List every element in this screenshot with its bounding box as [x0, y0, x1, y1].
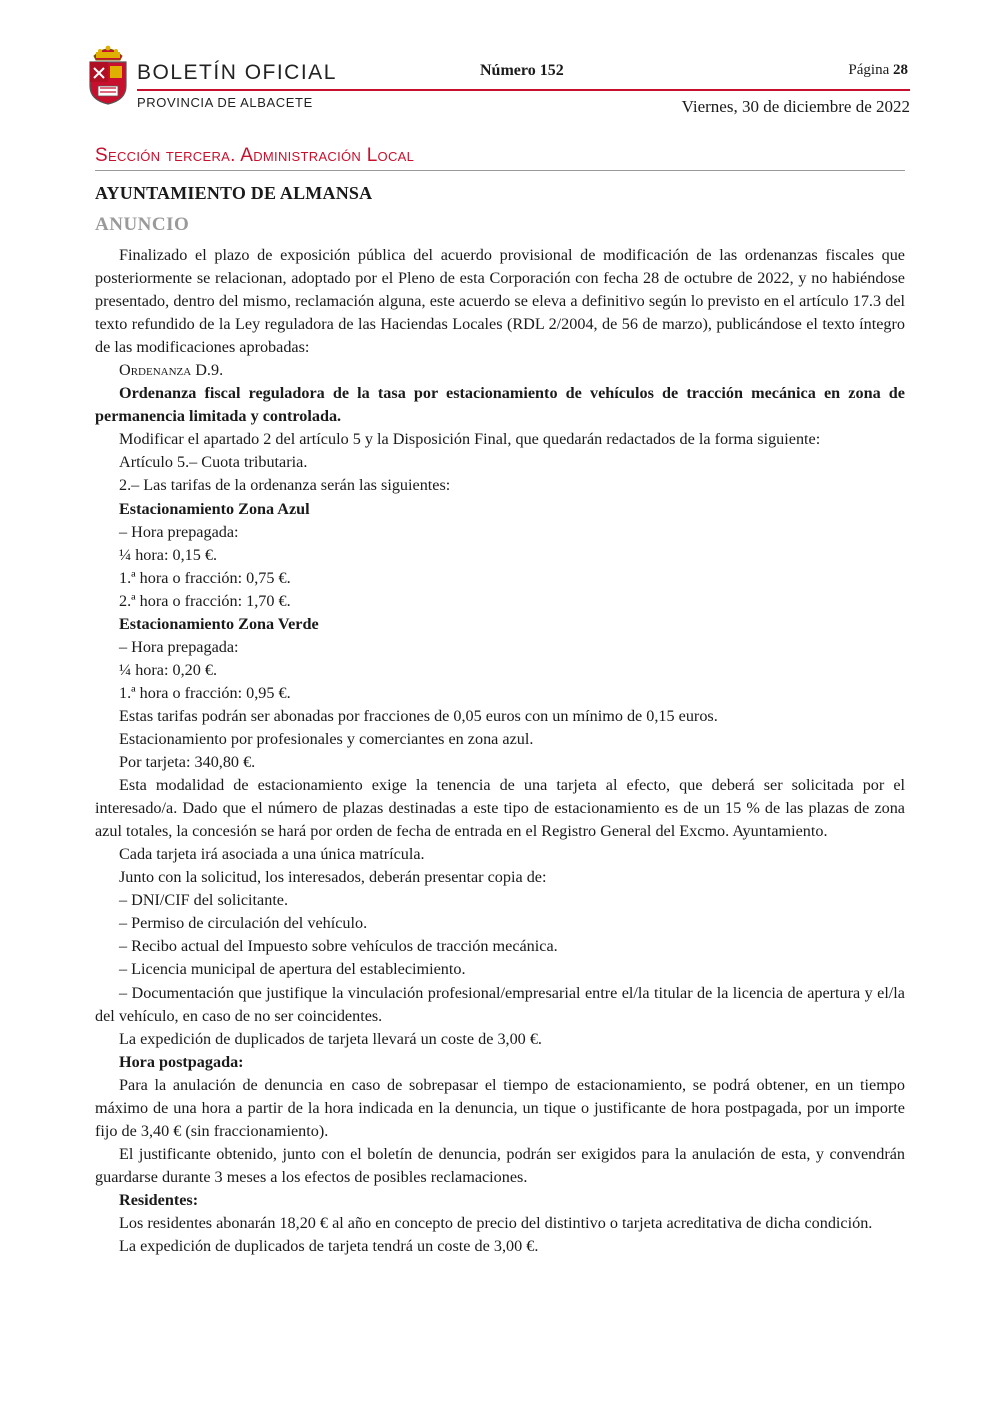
list-item: – Licencia municipal de apertura del establecimiento. [119, 960, 466, 979]
subheading-postpaid: Hora postpagada: [119, 1052, 244, 1071]
coat-of-arms-icon [86, 42, 130, 106]
list-item: – DNI/CIF del solicitante. [119, 891, 289, 910]
list-item: ¼ hora: 0,20 €. [119, 660, 218, 679]
issue-number: Número 152 [480, 62, 564, 79]
bulletin-subtitle-wrap [137, 93, 313, 110]
list-item: ¼ hora: 0,15 €. [119, 545, 218, 564]
page-label: Página [848, 62, 890, 78]
paragraph: Junto con la solicitud, los interesados, deberán presentar copia de: [119, 868, 547, 887]
paragraph: Esta modalidad de estacionamiento exige la tenencia de una tarjeta al efecto, que deberá ser solicitada por el interesado/a. Dado que el número de plazas destinadas a este tipo de estacionamiento es de un 15 % de las plazas de zona azul totales, la concesión se hará por orden de fecha de entrada en el Registro General del Excmo. Ayuntamiento. [95, 776, 905, 841]
ordinance-label: Ordenanza [119, 361, 192, 380]
ordinance-title: Ordenanza fiscal reguladora de la tasa por estacionamiento de vehículos de tracción mecánica en zona de permanencia limitada y controlada. [95, 384, 905, 426]
ordinance-code: D.9. [195, 361, 224, 380]
subheading-green-zone: Estacionamiento Zona Verde [119, 614, 319, 633]
page-indicator [848, 62, 908, 79]
notice-body [95, 244, 905, 1258]
publication-date: Viernes, 30 de diciembre de 2022 [681, 97, 910, 116]
paragraph: La expedición de duplicados de tarjeta llevará un coste de 3,00 €. [119, 1029, 542, 1048]
paragraph: Artículo 5.– Cuota tributaria. [119, 453, 308, 472]
paragraph: Para la anulación de denuncia en caso de sobrepasar el tiempo de estacionamiento, se podrá obtener, en un tiempo máximo de una hora a partir de la hora indicada en la denuncia, un tique o justificante de hora postpagada, por un importe fijo de 3,40 € (sin fraccionamiento). [95, 1075, 905, 1140]
list-item: – Hora prepagada: [119, 637, 239, 656]
list-item: 2.ª hora o fracción: 1,70 €. [119, 591, 291, 610]
paragraph: Los residentes abonarán 18,20 € al año en concepto de precio del distintivo o tarjeta acreditativa de dicha condición. [119, 1213, 873, 1232]
list-item: – Permiso de circulación del vehículo. [119, 914, 368, 933]
paragraph: Cada tarjeta irá asociada a una única matrícula. [119, 845, 425, 864]
ordinance-reference [95, 359, 905, 382]
notice-type-heading: ANUNCIO [95, 214, 190, 235]
paragraph: El justificante obtenido, junto con el boletín de denuncia, podrán ser exigidos para la anulación de esta, y convendrán guardarse durante 3 meses a los efectos de posibles reclamaciones. [95, 1144, 905, 1186]
bulletin-subtitle: PROVINCIA DE ALBACETE [137, 95, 313, 110]
paragraph: 2.– Las tarifas de la ordenanza serán las siguientes: [119, 476, 451, 495]
paragraph: La expedición de duplicados de tarjeta tendrá un coste de 3,00 €. [119, 1237, 539, 1256]
paragraph: Estacionamiento por profesionales y comerciantes en zona azul. [119, 729, 534, 748]
list-item: – Hora prepagada: [119, 522, 239, 541]
subheading-residents: Residentes: [119, 1190, 199, 1209]
page-number: 28 [893, 62, 908, 78]
section-divider [95, 170, 905, 171]
list-item: 1.ª hora o fracción: 0,75 €. [119, 568, 291, 587]
list-item: 1.ª hora o fracción: 0,95 €. [119, 683, 291, 702]
paragraph: Modificar el apartado 2 del artículo 5 y la Disposición Final, que quedarán redactados de la forma siguiente: [119, 430, 821, 449]
paragraph: Finalizado el plazo de exposición pública del acuerdo provisional de modificación de las ordenanzas fiscales que posteriormente se relacionan, adoptado por el Pleno de esta Corporación con fecha 28 de octubre de 2022, y no habiéndose presentado, dentro del mismo, reclamación alguna, este acuerdo se eleva a definitivo según lo previsto en el artículo 17.3 del texto refundido de la Ley reguladora de las Haciendas Locales (RDL 2/2004, de 56 de marzo), publicándose el texto íntegro de las modificaciones aprobadas: [95, 246, 905, 357]
organization-heading: AYUNTAMIENTO DE ALMANSA [95, 183, 373, 203]
bulletin-title: BOLETÍN OFICIAL [137, 61, 337, 84]
brand-divider [137, 89, 313, 91]
paragraph: Estas tarifas podrán ser abonadas por fracciones de 0,05 euros con un mínimo de 0,15 euros. [119, 706, 718, 725]
list-item: – Documentación que justifique la vinculación profesional/empresarial entre el/la titular de la licencia de apertura y el/la del vehículo, en caso de no ser coincidentes. [95, 983, 905, 1025]
header-divider [313, 89, 910, 91]
list-item: – Recibo actual del Impuesto sobre vehículos de tracción mecánica. [119, 937, 558, 956]
bulletin-brand [137, 60, 337, 86]
subheading-blue-zone: Estacionamiento Zona Azul [119, 499, 310, 518]
section-title: Sección tercera. Administración Local [95, 145, 415, 166]
paragraph: Por tarjeta: 340,80 €. [119, 753, 256, 772]
